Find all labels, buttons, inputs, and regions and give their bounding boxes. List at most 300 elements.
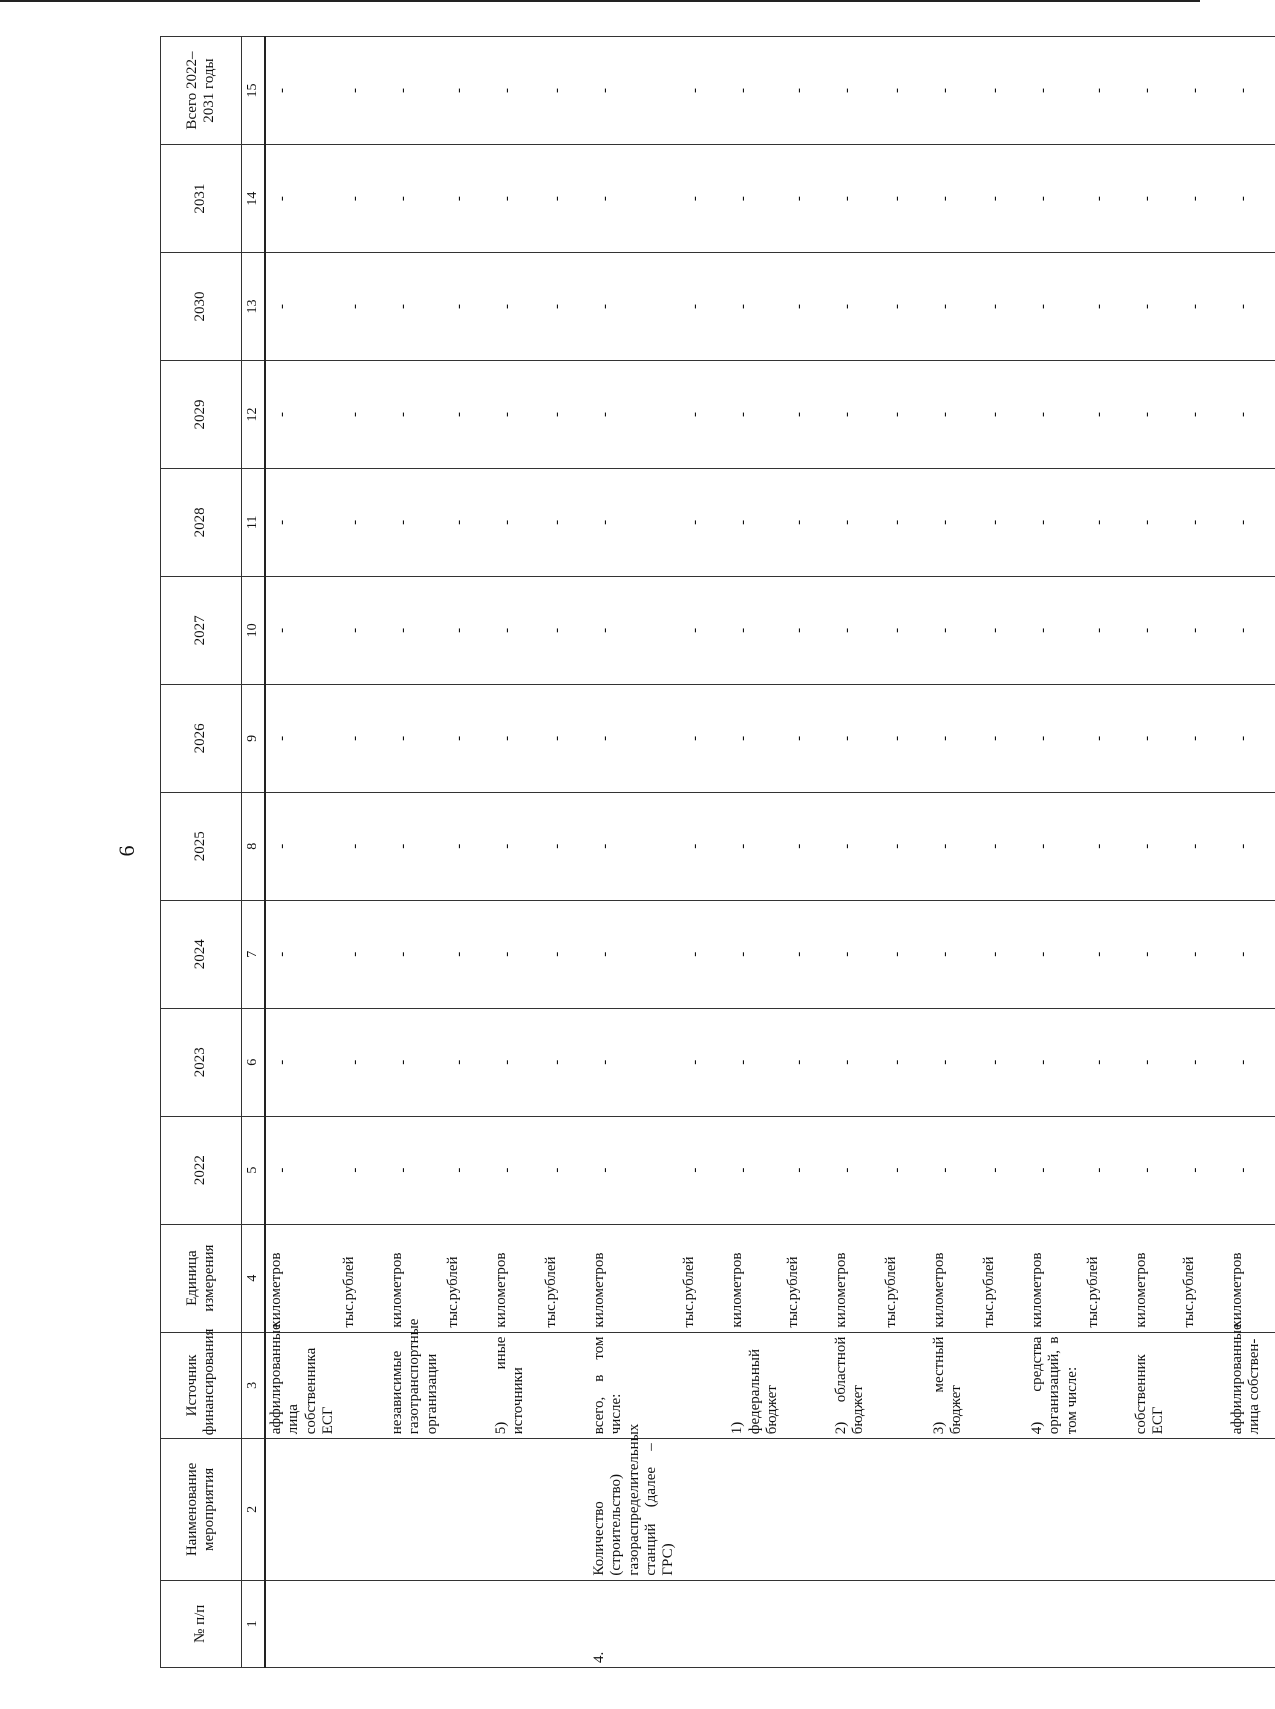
cell-value: - — [727, 684, 783, 792]
cell-value: - — [589, 1008, 679, 1116]
cell-value: - — [1083, 145, 1131, 253]
cell-value: - — [443, 900, 491, 1008]
column-number: 2 — [242, 1439, 266, 1580]
cell-value: - — [1083, 900, 1131, 1008]
cell-value: - — [541, 37, 589, 145]
cell-value: - — [831, 253, 881, 361]
cell-value: - — [727, 253, 783, 361]
cell-value: - — [339, 253, 387, 361]
cell-value: - — [881, 37, 929, 145]
cell-unit: километров — [929, 1224, 979, 1332]
cell-value: - — [1131, 37, 1179, 145]
cell-value: - — [265, 360, 339, 468]
cell-value: - — [881, 468, 929, 576]
cell-value: - — [1027, 253, 1083, 361]
cell-unit: тыс.рублей — [339, 1224, 387, 1332]
cell-value: - — [491, 792, 541, 900]
cell-unit: километров — [1027, 1224, 1083, 1332]
cell-value: - — [679, 145, 727, 253]
cell-value: - — [979, 145, 1027, 253]
cell-value: - — [783, 792, 831, 900]
cell-source — [881, 1332, 929, 1439]
table-row — [491, 37, 541, 1668]
cell-value: - — [265, 900, 339, 1008]
cell-value: - — [1027, 145, 1083, 253]
cell-value: - — [491, 253, 541, 361]
cell-value: - — [783, 684, 831, 792]
header-unit: Единица измерения — [161, 1224, 242, 1332]
cell-number — [831, 1580, 881, 1667]
cell-value: - — [387, 360, 443, 468]
column-number: 5 — [242, 1116, 266, 1224]
cell-value: - — [1227, 792, 1275, 900]
header-source: Источник финансирования — [161, 1332, 242, 1439]
cell-value: - — [589, 792, 679, 900]
cell-value: - — [265, 253, 339, 361]
cell-value: - — [1227, 253, 1275, 361]
table-row — [1179, 37, 1227, 1668]
cell-value: - — [491, 684, 541, 792]
cell-value: - — [979, 360, 1027, 468]
cell-value: - — [491, 468, 541, 576]
header-year: 2027 — [161, 576, 242, 684]
cell-value: - — [265, 37, 339, 145]
cell-source: 5) иные источники — [491, 1332, 541, 1439]
cell-value: - — [265, 468, 339, 576]
cell-unit: тыс.рублей — [1083, 1224, 1131, 1332]
cell-value: - — [339, 900, 387, 1008]
cell-name — [727, 1439, 783, 1580]
cell-number — [491, 1580, 541, 1667]
cell-source — [443, 1332, 491, 1439]
cell-value: - — [541, 253, 589, 361]
cell-value: - — [1131, 145, 1179, 253]
column-number: 15 — [242, 37, 266, 145]
cell-number — [679, 1580, 727, 1667]
cell-source: 4) средства организаций, в том числе: — [1027, 1332, 1083, 1439]
cell-value: - — [339, 360, 387, 468]
table-row — [265, 37, 339, 1668]
cell-value: - — [727, 468, 783, 576]
cell-value: - — [1027, 360, 1083, 468]
cell-value: - — [679, 37, 727, 145]
cell-value: - — [491, 900, 541, 1008]
column-number: 6 — [242, 1008, 266, 1116]
column-number: 4 — [242, 1224, 266, 1332]
cell-value: - — [1131, 792, 1179, 900]
cell-value: - — [679, 792, 727, 900]
cell-value: - — [1227, 37, 1275, 145]
header-total: Всего 2022–2031 годы — [161, 37, 242, 145]
cell-value: - — [1179, 145, 1227, 253]
cell-unit: тыс.рублей — [783, 1224, 831, 1332]
cell-value: - — [589, 360, 679, 468]
table-row — [679, 37, 727, 1668]
cell-value: - — [831, 684, 881, 792]
cell-value: - — [831, 145, 881, 253]
cell-value: - — [881, 1008, 929, 1116]
page-top-border — [0, 0, 1200, 2]
table-row — [541, 37, 589, 1668]
cell-value: - — [339, 792, 387, 900]
cell-value: - — [929, 684, 979, 792]
cell-value: - — [831, 37, 881, 145]
cell-value: - — [1227, 1116, 1275, 1224]
cell-name — [929, 1439, 979, 1580]
cell-value: - — [1131, 900, 1179, 1008]
cell-number — [1131, 1580, 1179, 1667]
cell-value: - — [265, 576, 339, 684]
table-row — [1227, 37, 1275, 1668]
cell-name — [1083, 1439, 1131, 1580]
table-row — [1131, 37, 1179, 1668]
cell-value: - — [679, 900, 727, 1008]
column-number: 12 — [242, 360, 266, 468]
cell-source: собственник ЕСГ — [1131, 1332, 1179, 1439]
cell-source: аффилированные лица собствен- — [1227, 1332, 1275, 1439]
column-number: 9 — [242, 684, 266, 792]
cell-number — [387, 1580, 443, 1667]
cell-name — [979, 1439, 1027, 1580]
cell-value: - — [541, 468, 589, 576]
header-year: 2030 — [161, 253, 242, 361]
cell-value: - — [339, 468, 387, 576]
cell-value: - — [783, 360, 831, 468]
table-body — [265, 37, 1275, 1668]
cell-value: - — [339, 576, 387, 684]
cell-value: - — [443, 145, 491, 253]
cell-value: - — [727, 900, 783, 1008]
cell-value: - — [1027, 792, 1083, 900]
cell-value: - — [1179, 360, 1227, 468]
cell-value: - — [541, 145, 589, 253]
cell-value: - — [1131, 253, 1179, 361]
cell-source — [541, 1332, 589, 1439]
cell-value: - — [831, 792, 881, 900]
cell-value: - — [1179, 253, 1227, 361]
cell-value: - — [589, 900, 679, 1008]
cell-value: - — [491, 1116, 541, 1224]
cell-number — [929, 1580, 979, 1667]
cell-value: - — [929, 468, 979, 576]
cell-value: - — [929, 576, 979, 684]
cell-value: - — [929, 1116, 979, 1224]
cell-value: - — [541, 1116, 589, 1224]
cell-value: - — [929, 792, 979, 900]
cell-value: - — [387, 576, 443, 684]
cell-unit: километров — [491, 1224, 541, 1332]
cell-unit: тыс.рублей — [541, 1224, 589, 1332]
cell-value: - — [339, 1008, 387, 1116]
cell-value: - — [339, 684, 387, 792]
cell-value: - — [881, 684, 929, 792]
cell-value: - — [679, 1008, 727, 1116]
cell-source: 1) федеральный бюджет — [727, 1332, 783, 1439]
cell-name — [1027, 1439, 1083, 1580]
column-number-row — [242, 37, 266, 1668]
cell-value: - — [491, 576, 541, 684]
cell-value: - — [387, 145, 443, 253]
cell-value: - — [979, 684, 1027, 792]
cell-value: - — [1179, 1008, 1227, 1116]
cell-value: - — [1083, 253, 1131, 361]
cell-source: аффилированные лица собственника ЕСГ — [265, 1332, 339, 1439]
page-number: 6 — [114, 845, 139, 857]
cell-value: - — [1131, 576, 1179, 684]
cell-value: - — [783, 1008, 831, 1116]
cell-value: - — [881, 360, 929, 468]
cell-value: - — [1179, 37, 1227, 145]
cell-value: - — [929, 253, 979, 361]
cell-number — [1027, 1580, 1083, 1667]
financing-table — [160, 36, 1275, 1668]
header-year: 2022 — [161, 1116, 242, 1224]
cell-value: - — [1179, 1116, 1227, 1224]
cell-value: - — [541, 900, 589, 1008]
cell-value: - — [589, 468, 679, 576]
cell-value: - — [265, 792, 339, 900]
cell-value: - — [929, 37, 979, 145]
cell-value: - — [679, 576, 727, 684]
rotated-table-container — [160, 36, 1262, 1668]
cell-source — [1179, 1332, 1227, 1439]
column-number: 13 — [242, 253, 266, 361]
cell-value: - — [387, 792, 443, 900]
column-number: 8 — [242, 792, 266, 900]
cell-value: - — [1179, 792, 1227, 900]
cell-value: - — [679, 253, 727, 361]
cell-value: - — [1227, 145, 1275, 253]
table-row — [979, 37, 1027, 1668]
cell-value: - — [1083, 684, 1131, 792]
column-number: 3 — [242, 1332, 266, 1439]
header-year: 2024 — [161, 900, 242, 1008]
cell-value: - — [1083, 360, 1131, 468]
cell-value: - — [783, 253, 831, 361]
cell-value: - — [387, 900, 443, 1008]
cell-value: - — [339, 145, 387, 253]
cell-value: - — [1131, 1116, 1179, 1224]
cell-value: - — [339, 1116, 387, 1224]
cell-value: - — [979, 253, 1027, 361]
cell-value: - — [443, 792, 491, 900]
cell-value: - — [1083, 1116, 1131, 1224]
cell-source: 3) местный бюджет — [929, 1332, 979, 1439]
header-year: 2023 — [161, 1008, 242, 1116]
cell-number: 4. — [589, 1580, 679, 1667]
cell-value: - — [387, 37, 443, 145]
cell-value: - — [929, 145, 979, 253]
cell-value: - — [491, 37, 541, 145]
cell-name — [1179, 1439, 1227, 1580]
cell-value: - — [783, 900, 831, 1008]
cell-source: независимые газотранспортные организации — [387, 1332, 443, 1439]
cell-unit: километров — [727, 1224, 783, 1332]
cell-value: - — [541, 684, 589, 792]
cell-value: - — [679, 360, 727, 468]
cell-value: - — [1227, 576, 1275, 684]
cell-name — [1227, 1439, 1275, 1580]
cell-value: - — [589, 253, 679, 361]
cell-name — [1131, 1439, 1179, 1580]
cell-value: - — [443, 37, 491, 145]
cell-number — [727, 1580, 783, 1667]
cell-value: - — [387, 684, 443, 792]
cell-value: - — [831, 576, 881, 684]
cell-value: - — [881, 576, 929, 684]
header-year: 2025 — [161, 792, 242, 900]
cell-value: - — [1179, 900, 1227, 1008]
table-row — [881, 37, 929, 1668]
cell-source — [679, 1332, 727, 1439]
cell-value: - — [387, 1008, 443, 1116]
cell-value: - — [443, 1008, 491, 1116]
cell-value: - — [491, 145, 541, 253]
cell-value: - — [727, 576, 783, 684]
cell-value: - — [783, 1116, 831, 1224]
cell-value: - — [979, 792, 1027, 900]
cell-value: - — [265, 1008, 339, 1116]
cell-value: - — [979, 1116, 1027, 1224]
cell-name — [679, 1439, 727, 1580]
cell-value: - — [1083, 468, 1131, 576]
cell-unit: тыс.рублей — [979, 1224, 1027, 1332]
cell-name — [265, 1439, 339, 1580]
cell-value: - — [783, 468, 831, 576]
cell-name: Количество (строительство) газораспределительных станций (далее – ГРС) — [589, 1439, 679, 1580]
cell-value: - — [1027, 37, 1083, 145]
table-row — [783, 37, 831, 1668]
cell-value: - — [541, 360, 589, 468]
cell-value: - — [443, 1116, 491, 1224]
cell-value: - — [979, 576, 1027, 684]
cell-value: - — [387, 253, 443, 361]
cell-value: - — [679, 1116, 727, 1224]
table-row — [443, 37, 491, 1668]
cell-value: - — [881, 145, 929, 253]
column-number: 7 — [242, 900, 266, 1008]
column-number: 1 — [242, 1580, 266, 1667]
cell-value: - — [1131, 468, 1179, 576]
cell-unit: километров — [831, 1224, 881, 1332]
cell-number — [443, 1580, 491, 1667]
cell-value: - — [387, 468, 443, 576]
cell-value: - — [831, 468, 881, 576]
cell-value: - — [1083, 1008, 1131, 1116]
cell-unit: тыс.рублей — [679, 1224, 727, 1332]
cell-source: всего, в том числе: — [589, 1332, 679, 1439]
cell-value: - — [727, 1008, 783, 1116]
cell-value: - — [1131, 360, 1179, 468]
cell-value: - — [1227, 684, 1275, 792]
table-row — [339, 37, 387, 1668]
cell-name — [541, 1439, 589, 1580]
cell-value: - — [443, 576, 491, 684]
cell-value: - — [783, 37, 831, 145]
cell-value: - — [443, 360, 491, 468]
cell-value: - — [1027, 1116, 1083, 1224]
cell-value: - — [727, 37, 783, 145]
cell-value: - — [1083, 37, 1131, 145]
cell-value: - — [1179, 576, 1227, 684]
cell-value: - — [783, 145, 831, 253]
cell-value: - — [1027, 900, 1083, 1008]
column-number: 10 — [242, 576, 266, 684]
cell-value: - — [679, 468, 727, 576]
cell-value: - — [881, 792, 929, 900]
table-header-row — [161, 37, 242, 1668]
cell-value: - — [1027, 468, 1083, 576]
table-row — [589, 37, 679, 1668]
cell-number — [1227, 1580, 1275, 1667]
cell-value: - — [979, 900, 1027, 1008]
cell-value: - — [727, 1116, 783, 1224]
cell-value: - — [339, 37, 387, 145]
cell-value: - — [831, 1116, 881, 1224]
cell-number — [1179, 1580, 1227, 1667]
cell-value: - — [589, 1116, 679, 1224]
table-row — [831, 37, 881, 1668]
header-name: Наименование мероприятия — [161, 1439, 242, 1580]
cell-value: - — [491, 360, 541, 468]
cell-name — [491, 1439, 541, 1580]
table-row — [1027, 37, 1083, 1668]
cell-value: - — [727, 792, 783, 900]
cell-value: - — [443, 684, 491, 792]
cell-unit: километров — [387, 1224, 443, 1332]
cell-value: - — [929, 1008, 979, 1116]
cell-value: - — [387, 1116, 443, 1224]
cell-value: - — [979, 468, 1027, 576]
cell-value: - — [881, 1116, 929, 1224]
cell-value: - — [589, 576, 679, 684]
cell-value: - — [979, 37, 1027, 145]
cell-number — [339, 1580, 387, 1667]
cell-unit: тыс.рублей — [1179, 1224, 1227, 1332]
cell-source — [339, 1332, 387, 1439]
header-year: 2029 — [161, 360, 242, 468]
cell-value: - — [443, 468, 491, 576]
cell-value: - — [727, 145, 783, 253]
column-number: 11 — [242, 468, 266, 576]
cell-value: - — [265, 1116, 339, 1224]
cell-value: - — [929, 360, 979, 468]
cell-name — [339, 1439, 387, 1580]
cell-value: - — [831, 360, 881, 468]
cell-source — [1083, 1332, 1131, 1439]
cell-value: - — [1227, 468, 1275, 576]
column-number: 14 — [242, 145, 266, 253]
header-year: 2031 — [161, 145, 242, 253]
cell-number — [1083, 1580, 1131, 1667]
cell-value: - — [265, 684, 339, 792]
cell-value: - — [929, 900, 979, 1008]
cell-value: - — [589, 37, 679, 145]
cell-value: - — [541, 792, 589, 900]
cell-source: 2) областной бюджет — [831, 1332, 881, 1439]
header-year: 2026 — [161, 684, 242, 792]
cell-value: - — [265, 145, 339, 253]
cell-value: - — [589, 684, 679, 792]
cell-value: - — [979, 1008, 1027, 1116]
cell-name — [443, 1439, 491, 1580]
cell-value: - — [1131, 1008, 1179, 1116]
cell-value: - — [679, 684, 727, 792]
cell-value: - — [1227, 1008, 1275, 1116]
cell-value: - — [491, 1008, 541, 1116]
cell-value: - — [443, 253, 491, 361]
cell-number — [979, 1580, 1027, 1667]
